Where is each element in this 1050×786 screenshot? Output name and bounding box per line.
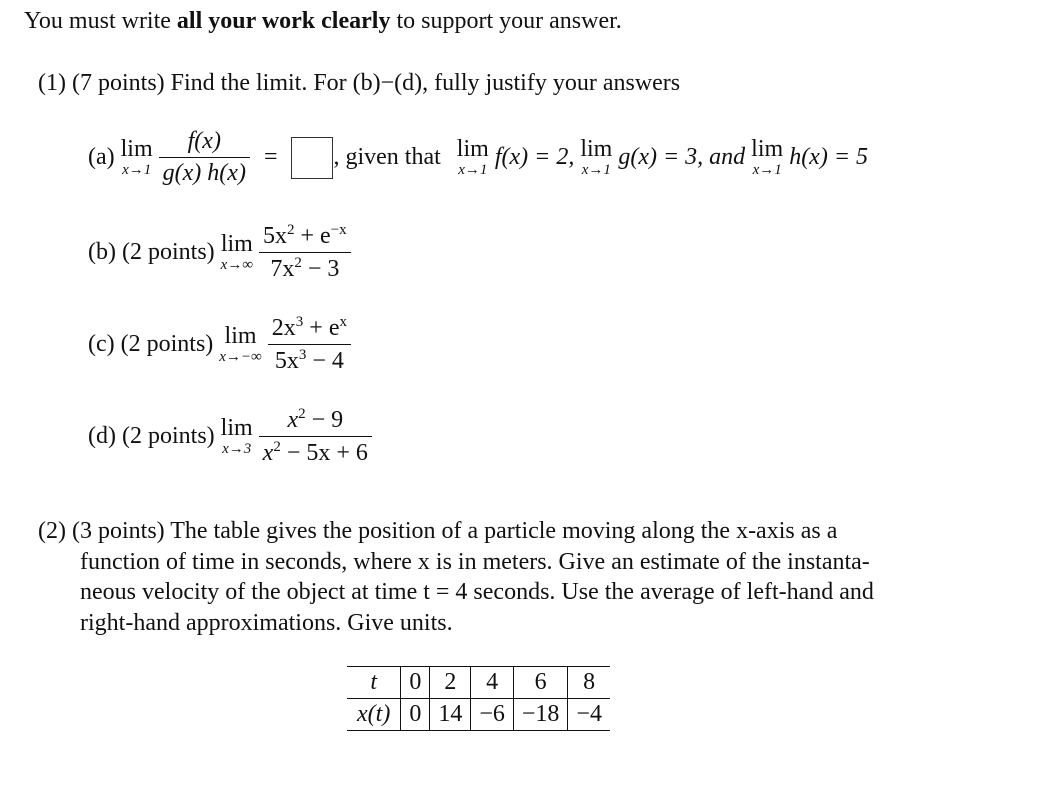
q1b-limit bbox=[221, 232, 253, 273]
q1d-num-base: x bbox=[287, 407, 299, 433]
table-row-x bbox=[347, 699, 610, 731]
q1c-denominator bbox=[268, 344, 351, 375]
table-header-x: x(t) bbox=[347, 699, 401, 731]
q1a-limit bbox=[121, 137, 153, 178]
table-cell-t0: 0 bbox=[401, 667, 430, 699]
q1a-given-lead: , given that bbox=[333, 144, 441, 170]
q1d-num-exp: 2 bbox=[298, 406, 306, 422]
position-table bbox=[347, 666, 610, 731]
q1a-given2-lim-sub: x→1 bbox=[581, 162, 611, 178]
q1d-den-exp: 2 bbox=[273, 439, 281, 455]
q1d-lim-word: lim bbox=[220, 415, 253, 441]
q1c-num-exp: 3 bbox=[295, 314, 304, 330]
q1d-row bbox=[88, 406, 372, 467]
instruction-bold: all your work clearly bbox=[176, 8, 391, 34]
q1c-lim-sub: x→−∞ bbox=[219, 349, 262, 365]
table-cell-t3: 6 bbox=[513, 667, 568, 699]
q1b-den-exp: 2 bbox=[294, 255, 302, 271]
q1a-given2-limit bbox=[580, 137, 612, 178]
q1d-den-rest: − 5x + 6 bbox=[280, 440, 368, 466]
q1d-num-rest: − 9 bbox=[305, 407, 344, 433]
table-header-t: t bbox=[347, 667, 401, 699]
table-cell-x1: 14 bbox=[430, 699, 471, 731]
q1b-row bbox=[88, 222, 351, 283]
q1c-num-plus: + e bbox=[303, 315, 340, 341]
q1a-fraction bbox=[159, 128, 250, 187]
q1a-lim-sub: x→1 bbox=[122, 162, 152, 178]
table-cell-x2: −6 bbox=[471, 699, 514, 731]
q1a-given1-limit bbox=[457, 137, 489, 178]
q1b-numerator bbox=[259, 222, 351, 252]
q2-line1: (2) (3 points) The table gives the position of a particle moving along the x-axis as a bbox=[38, 518, 838, 544]
q1a-label: (a) bbox=[88, 144, 115, 170]
q1d-numerator bbox=[259, 406, 372, 436]
q1a-given1-lim-sub: x→1 bbox=[458, 162, 488, 178]
q1a-row bbox=[88, 128, 868, 187]
q1c-row bbox=[88, 314, 351, 375]
q1a-equals: = bbox=[263, 144, 278, 170]
table-cell-t2: 4 bbox=[471, 667, 514, 699]
q1-heading: (1) (7 points) Find the limit. For (b)−(d), fully justify your answers bbox=[38, 70, 681, 96]
q1a-denominator: g(x) h(x) bbox=[159, 157, 250, 187]
q1b-lim-sub: x→∞ bbox=[220, 257, 254, 273]
q1c-den-base: 5x bbox=[274, 348, 299, 374]
q1a-answer-box[interactable] bbox=[291, 137, 333, 179]
instruction-prefix: You must write bbox=[24, 8, 177, 34]
q1a-given3-fn: h(x) = 5 bbox=[789, 144, 869, 170]
q2-text bbox=[38, 516, 874, 638]
table-row-t bbox=[347, 667, 610, 699]
q1c-num-exp2: x bbox=[339, 314, 347, 330]
table-cell-t4: 8 bbox=[568, 667, 610, 699]
q1b-num-exp: 2 bbox=[287, 222, 295, 238]
table-cell-x0: 0 bbox=[401, 699, 430, 731]
q1a-given3-lim-sub: x→1 bbox=[752, 162, 782, 178]
q1c-lim-word: lim bbox=[224, 323, 257, 349]
q1c-den-rest: − 4 bbox=[306, 348, 344, 374]
q1d-lim-sub: x→3 bbox=[222, 441, 252, 457]
q1c-fraction bbox=[268, 314, 351, 375]
q2-line3: neous velocity of the object at time t = 4 seconds. Use the average of left-hand and bbox=[80, 579, 874, 605]
q1a-numerator: f(x) bbox=[187, 128, 221, 154]
q1c-limit bbox=[219, 324, 261, 365]
instruction-suffix: to support your answer. bbox=[390, 8, 622, 34]
q1c-label: (c) (2 points) bbox=[88, 331, 214, 357]
q1d-limit bbox=[221, 416, 253, 457]
q1c-numerator bbox=[268, 314, 351, 344]
table-cell-x4: −4 bbox=[568, 699, 610, 731]
table-cell-x3: −18 bbox=[513, 699, 568, 731]
q1d-fraction bbox=[259, 406, 372, 467]
q1a-given3-limit bbox=[751, 137, 783, 178]
position-table-wrap bbox=[347, 666, 610, 731]
q1c-num-base: 2x bbox=[271, 315, 296, 341]
q1d-denominator bbox=[259, 436, 372, 467]
q1b-den-base: 7x bbox=[270, 256, 295, 282]
q1b-lim-word: lim bbox=[220, 231, 253, 257]
q1a-given1-lim-word: lim bbox=[456, 136, 489, 162]
q1a-given2-fn: g(x) = 3, and bbox=[618, 144, 746, 170]
q1b-num-base: 5x bbox=[263, 223, 288, 249]
q1b-denominator bbox=[259, 252, 351, 283]
q1b-num-exp2: −x bbox=[330, 222, 347, 238]
instruction-line bbox=[24, 8, 622, 35]
q1d-den-base: x bbox=[262, 440, 274, 466]
table-cell-t1: 2 bbox=[430, 667, 471, 699]
q1a-given1-fn: f(x) = 2, bbox=[494, 144, 575, 170]
q1b-label: (b) (2 points) bbox=[88, 239, 215, 265]
q1a-lim-word: lim bbox=[120, 136, 153, 162]
q1b-num-plus: + e bbox=[294, 223, 331, 249]
q1a-given2-lim-word: lim bbox=[580, 136, 613, 162]
q2-line2: function of time in seconds, where x is in meters. Give an estimate of the instanta- bbox=[80, 548, 870, 575]
q1b-fraction bbox=[259, 222, 351, 283]
q1c-den-exp: 3 bbox=[298, 347, 307, 363]
q1b-den-rest: − 3 bbox=[301, 256, 340, 282]
q2-line4: right-hand approximations. Give units. bbox=[80, 609, 453, 636]
q1d-label: (d) (2 points) bbox=[88, 423, 215, 449]
q1a-given3-lim-word: lim bbox=[751, 136, 784, 162]
